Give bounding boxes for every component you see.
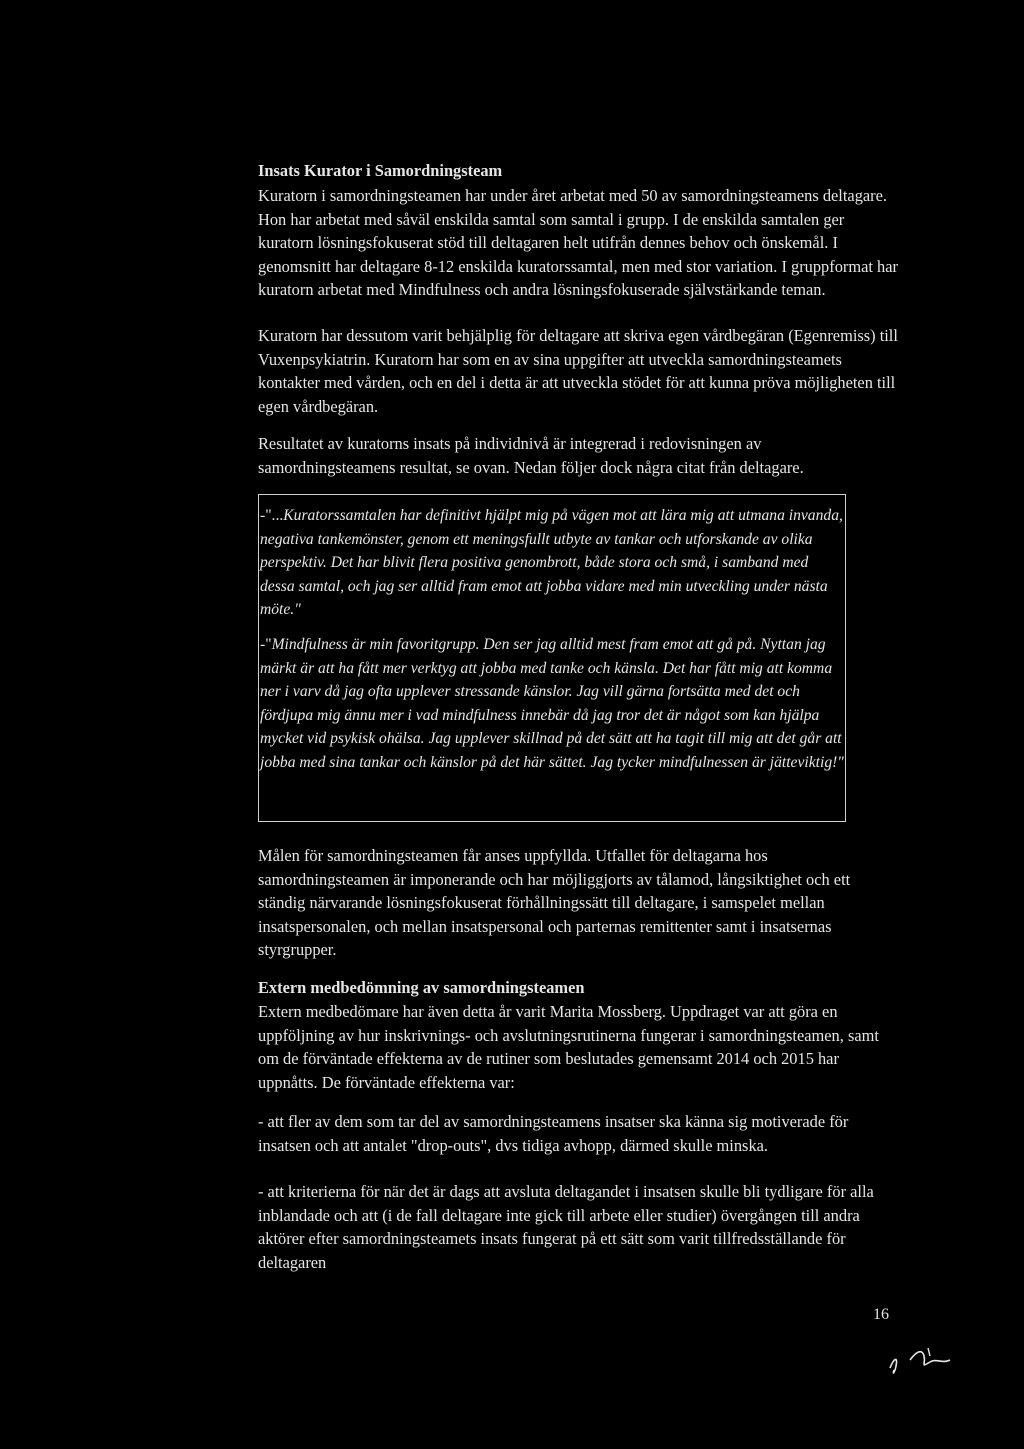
paragraph-kurator-vardbegaran: Kuratorn har dessutom varit behjälplig för deltagare att skriva egen vårdbegäran (Egenremiss) till Vuxenpsykiatrin. Kuratorn har som en av sina uppgifter att utveckla samordningsteamets kontakter med vården, och en del i detta är att utveckla stödet för att kunna pröva möjligheten till egen vårdbegäran. [258,326,898,416]
quote-1 [260,504,844,622]
quote-2-text: Mindfulness är min favoritgrupp. Den ser jag alltid mest fram emot att gå på. Nyttan jag märkt är att ha fått mer verktyg att jobba med tanke och känsla. Det har fått mig att komma ner i varv då jag ofta upplever stressande känslor. Jag vill gärna fortsätta med det och fördjupa mig ännu mer i vad mindfulness innebär då jag tror det är något som kan hjälpa mycket vid psykisk ohälsa. Jag upplever skillnad på det sätt att ha tagit till mig att det går att jobba med sina tankar och känslor på det här sättet. Jag tycker mindfulnessen är jätteviktig!" [260,636,844,771]
section-heading-extern: Extern medbedömning av samordningsteamen [258,978,585,997]
quote-2-lead: -" [260,636,272,653]
page-number: 16 [873,1306,889,1323]
bullet-motivation: - att fler av dem som tar del av samordningsteamens insatser ska känna sig motiverade för insatsen och att antalet "drop-outs", dvs tidiga avhopp, därmed skulle minska. [258,1112,849,1155]
quote-1-lead: -"... [260,507,284,524]
section-heading-kurator: Insats Kurator i Samordningsteam [258,161,503,180]
quote-2 [260,633,844,774]
paragraph-kurator-resultat: Resultatet av kuratorns insats på individnivå är integrerad i redovisningen av samordningsteamens resultat, se ovan. Nedan följer dock några citat från deltagare. [258,434,804,477]
quote-1-text: Kuratorssamtalen har definitivt hjälpt mig på vägen mot att lära mig att utmana invanda, negativa tankemönster, genom ett meningsfullt utbyte av tankar och utforskande av olika perspektiv. Det har blivit flera positiva genombrott, både stora och små, i samband med dessa samtal, och jag ser alltid fram emot att jobba vidare med min utveckling under nästa möte." [260,507,843,618]
paragraph-extern-intro: Extern medbedömare har även detta år varit Marita Mossberg. Uppdraget var att göra en uppföljning av hur inskrivnings- och avslutningsrutinerna fungerar i samordningsteamen, samt om de förväntade effekterna av de rutiner som beslutades gemensamt 2014 och 2015 har uppnåtts. De förväntade effekterna var: [258,1002,879,1092]
handwritten-signature [880,1330,960,1380]
paragraph-kurator-intro: Kuratorn i samordningsteamen har under året arbetat med 50 av samordningsteamens deltagare. Hon har arbetat med såväl enskilda samtal som samtal i grupp. I de enskilda samtalen ger kuratorn lösningsfokuserat stöd till deltagaren helt utifrån dennes behov och önskemål. I genomsnitt har deltagare 8-12 enskilda kuratorssamtal, men med stor variation. I gruppformat har kuratorn arbetat med Mindfulness och andra lösningsfokuserade självstärkande teman. [258,186,898,299]
paragraph-malen: Målen för samordningsteamen får anses uppfyllda. Utfallet för deltagarna hos samordningsteamen är imponerande och har möjliggjorts av tålamod, långsiktighet och ett ständig närvarande lösningsfokuserat förhållningssätt till deltagare, i samspelet mellan insatspersonalen, och mellan insatspersonal och parternas remittenter samt i insatsernas styrgrupper. [258,846,851,959]
bullet-kriterier: - att kriterierna för när det är dags att avsluta deltagandet i insatsen skulle bli tydligare för alla inblandade och att (i de fall deltagare inte gick till arbete eller studier) övergången till andra aktörer efter samordningsteamets insats fungerat på ett sätt som varit tillfredsställande för deltagaren [258,1182,874,1272]
